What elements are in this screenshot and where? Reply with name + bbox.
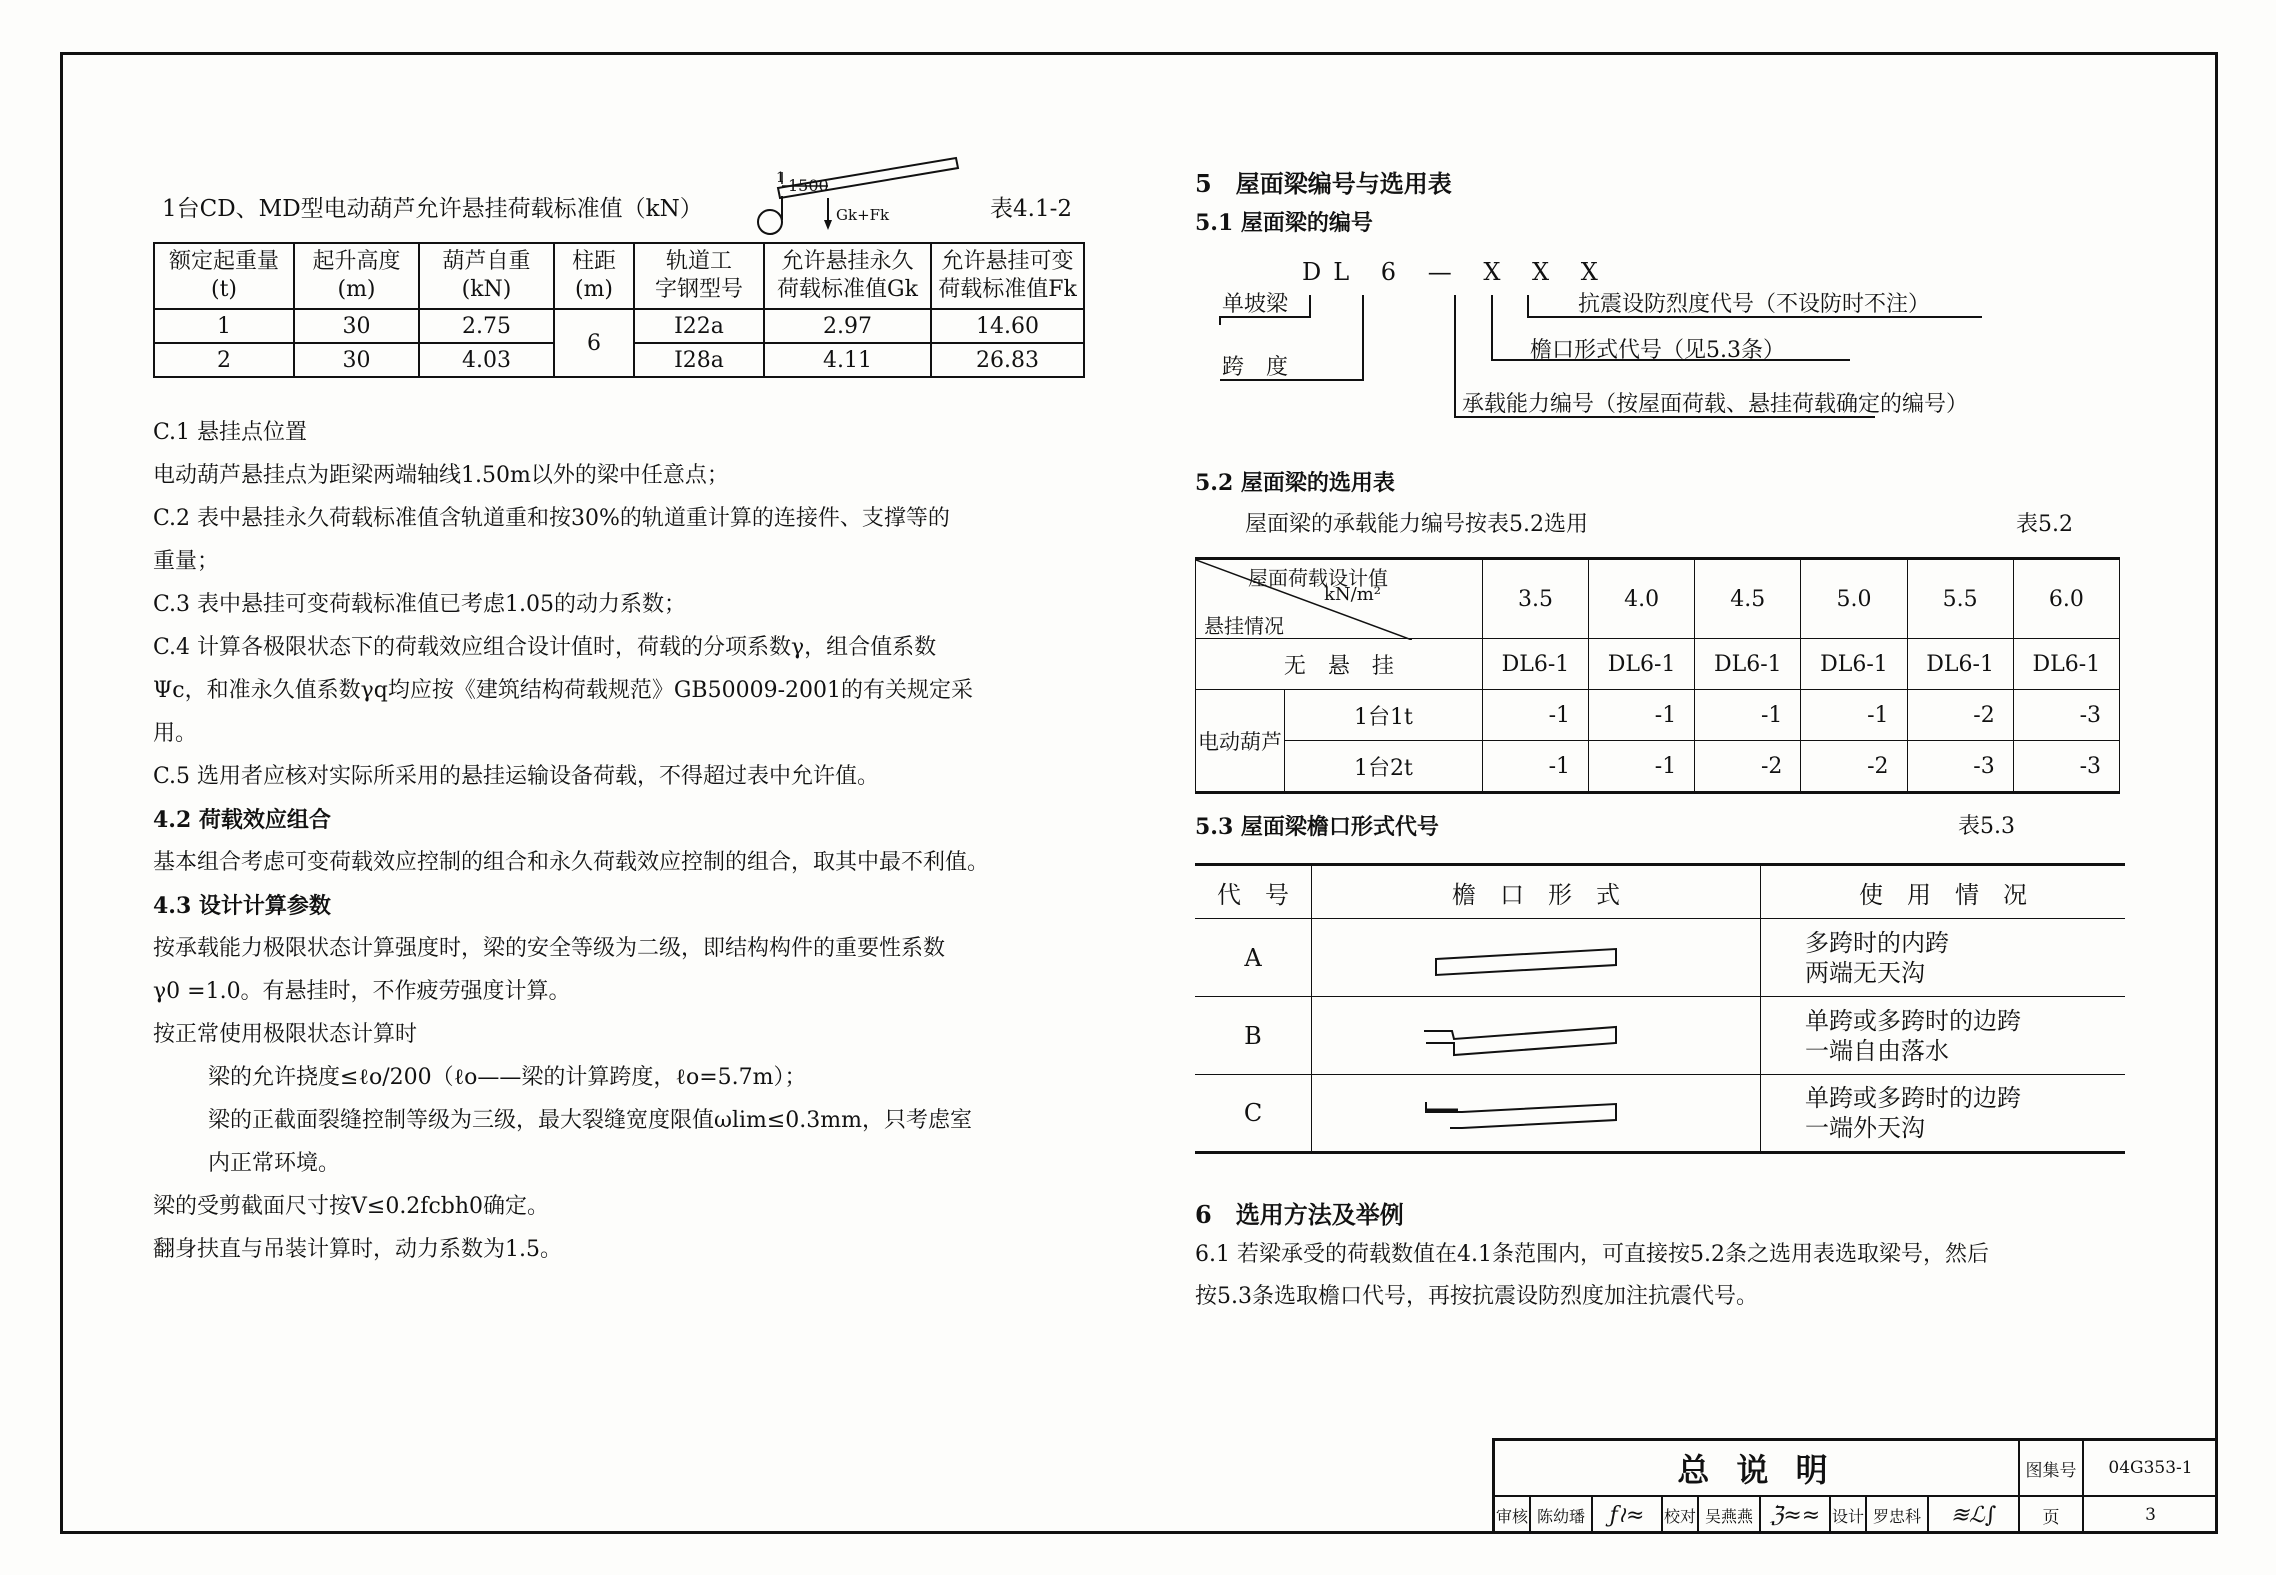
table-5-3 bbox=[1195, 863, 2125, 1154]
design-label: 设计 bbox=[1830, 1496, 1866, 1534]
cell: -3 bbox=[2013, 741, 2119, 793]
eave-code: B bbox=[1195, 997, 1312, 1075]
diag-top-label: 屋面荷载设计值 bbox=[1248, 566, 1388, 590]
usage-cell: 单跨或多跨时的边跨 一端自由落水 bbox=[1761, 997, 2126, 1075]
cell: 30 bbox=[294, 309, 419, 343]
diagonal-header bbox=[1196, 559, 1483, 639]
load-header: 5.0 bbox=[1801, 559, 1907, 639]
eave-b-icon bbox=[1312, 1003, 1760, 1063]
header-usage: 使 用 情 况 bbox=[1761, 865, 2126, 919]
beam-code: DL 6 — X X X bbox=[1302, 258, 1610, 286]
para: 按正常使用极限状态计算时 bbox=[153, 1022, 418, 1047]
cell: 14.60 bbox=[931, 309, 1084, 343]
cell: DL6-1 bbox=[1907, 639, 2013, 690]
para: 用。 bbox=[153, 721, 198, 746]
atlas-label: 图集号 bbox=[2019, 1440, 2083, 1496]
heading-4-3: 4.3 设计计算参数 bbox=[153, 893, 331, 919]
load-header: 4.0 bbox=[1589, 559, 1695, 639]
cell: DL6-1 bbox=[2013, 639, 2119, 690]
cell: 2.97 bbox=[764, 309, 931, 343]
note-seismic-code: 抗震设防烈度代号（不设防时不注） bbox=[1578, 292, 1931, 317]
atlas-number: 04G353-1 bbox=[2083, 1440, 2218, 1496]
section-6-para-2: 按5.3条选取檐口代号，再按抗震设防烈度加注抗震代号。 bbox=[1195, 1284, 1758, 1309]
eave-sketch bbox=[1312, 919, 1761, 997]
cell: 1 bbox=[154, 309, 294, 343]
cell: -1 bbox=[1482, 741, 1588, 793]
cell: -2 bbox=[1695, 741, 1801, 793]
para: 按承载能力极限状态计算强度时，梁的安全等级为二级，即结构构件的重要性系数 bbox=[153, 936, 946, 961]
para: 梁的允许挠度≤ℓo/200（ℓo——梁的计算跨度，ℓo=5.7m）； bbox=[208, 1065, 807, 1090]
cell: -1 bbox=[1801, 690, 1907, 741]
check-label: 校对 bbox=[1662, 1496, 1698, 1534]
cell-column-spacing: 6 bbox=[554, 309, 634, 377]
load-header: 4.5 bbox=[1695, 559, 1801, 639]
designer-name: 罗忠科 bbox=[1866, 1496, 1928, 1534]
section-5-heading: 5 屋面梁编号与选用表 bbox=[1195, 169, 1452, 198]
header-rail-type: 轨道工 字钢型号 bbox=[634, 243, 764, 309]
reviewer-name: 陈幼璠 bbox=[1530, 1496, 1592, 1534]
cell: -1 bbox=[1695, 690, 1801, 741]
checker-signature: ℨ≈≈ bbox=[1760, 1496, 1830, 1534]
para: 基本组合考虑可变荷载效应控制的组合和永久荷载效应控制的组合，取其中最不利值。 bbox=[153, 850, 990, 875]
table-5-2 bbox=[1195, 557, 2120, 794]
designer-signature: ≋ℒ∫ bbox=[1928, 1496, 2019, 1534]
row-label: 无 悬 挂 bbox=[1196, 639, 1483, 690]
eave-code: C bbox=[1195, 1075, 1312, 1153]
eave-sketch bbox=[1312, 1075, 1761, 1153]
page-label: 页 bbox=[2019, 1496, 2083, 1534]
label-span: 跨 度 bbox=[1222, 355, 1289, 380]
para: 梁的正截面裂缝控制等级为三级，最大裂缝宽度限值ωlim≤0.3mm，只考虑室 bbox=[208, 1108, 973, 1133]
usage-cell: 多跨时的内跨 两端无天沟 bbox=[1761, 919, 2126, 997]
table-5-3-number: 表5.3 bbox=[1958, 814, 2015, 839]
heading-4-2: 4.2 荷载效应组合 bbox=[153, 807, 331, 833]
table-row bbox=[1196, 741, 2120, 793]
para-c3: C.3 表中悬挂可变荷载标准值已考虑1.05的动力系数； bbox=[153, 592, 687, 617]
diag-unit-label: kN/m² bbox=[1324, 584, 1382, 605]
cell: -1 bbox=[1482, 690, 1588, 741]
table-row bbox=[1195, 919, 2125, 997]
table412-title: 1台CD、MD型电动葫芦允许悬挂荷载标准值（kN） bbox=[162, 196, 703, 222]
para: 电动葫芦悬挂点为距梁两端轴线1.50m以外的梁中任意点； bbox=[153, 463, 729, 488]
section-5-1-heading: 5.1 屋面梁的编号 bbox=[1195, 210, 1373, 236]
note-eave-code: 檐口形式代号（见5.3条） bbox=[1530, 338, 1785, 363]
section-5-2-heading: 5.2 屋面梁的选用表 bbox=[1195, 470, 1395, 496]
fig-load-label: Gk+Fk bbox=[836, 206, 890, 224]
note-capacity-code: 承载能力编号（按屋面荷载、悬挂荷载确定的编号） bbox=[1462, 392, 1969, 417]
title-block bbox=[1492, 1438, 2218, 1534]
table-row bbox=[1195, 997, 2125, 1075]
header-capacity: 额定起重量 (t) bbox=[154, 243, 294, 309]
header-eave-form: 檐 口 形 式 bbox=[1312, 865, 1761, 919]
table-row bbox=[1196, 690, 2120, 741]
table-row bbox=[154, 309, 1084, 343]
page-number: 3 bbox=[2083, 1496, 2218, 1534]
eave-code: A bbox=[1195, 919, 1312, 997]
header-column-spacing: 柱距 (m) bbox=[554, 243, 634, 309]
load-header: 5.5 bbox=[1907, 559, 2013, 639]
usage-cell: 单跨或多跨时的边跨 一端外天沟 bbox=[1761, 1075, 2126, 1153]
checker-name: 吴燕燕 bbox=[1698, 1496, 1760, 1534]
cell: DL6-1 bbox=[1589, 639, 1695, 690]
cell: -2 bbox=[1907, 690, 2013, 741]
cell: DL6-1 bbox=[1801, 639, 1907, 690]
table-row bbox=[1195, 1075, 2125, 1153]
load-header: 6.0 bbox=[2013, 559, 2119, 639]
hoist-figure bbox=[756, 150, 976, 240]
label-single-slope: 单坡梁 bbox=[1222, 292, 1289, 317]
cell: I22a bbox=[634, 309, 764, 343]
load-header: 3.5 bbox=[1482, 559, 1588, 639]
table-row bbox=[1196, 639, 2120, 690]
para: Ψc，和准永久值系数γq均应按《建筑结构荷载规范》GB50009-2001的有关规定采 bbox=[153, 678, 973, 703]
cell: -1 bbox=[1589, 741, 1695, 793]
cell: -3 bbox=[1907, 741, 2013, 793]
para: 翻身扶直与吊装计算时，动力系数为1.5。 bbox=[153, 1237, 562, 1262]
cell: 2.75 bbox=[419, 309, 554, 343]
drawing-title: 总 说 明 bbox=[1494, 1440, 2019, 1496]
cell: 30 bbox=[294, 343, 419, 377]
fig-mark: 1 bbox=[776, 170, 785, 186]
para-c1: C.1 悬挂点位置 bbox=[153, 420, 308, 445]
eave-a-icon bbox=[1312, 925, 1760, 985]
para-c4: C.4 计算各极限状态下的荷载效应组合设计值时，荷载的分项系数γ，组合值系数 bbox=[153, 635, 937, 660]
para: 内正常环境。 bbox=[208, 1151, 341, 1176]
section-5-3-heading: 5.3 屋面梁檐口形式代号 bbox=[1195, 814, 1439, 840]
cell: -1 bbox=[1589, 690, 1695, 741]
eave-c-icon bbox=[1312, 1080, 1760, 1140]
cell: 4.11 bbox=[764, 343, 931, 377]
header-variable-load: 允许悬挂可变 荷载标准值Fk bbox=[931, 243, 1084, 309]
header-permanent-load: 允许悬挂永久 荷载标准值Gk bbox=[764, 243, 931, 309]
header-lift-height: 起升高度 (m) bbox=[294, 243, 419, 309]
eave-sketch bbox=[1312, 997, 1761, 1075]
para-c2: C.2 表中悬挂永久荷载标准值含轨道重和按30%的轨道重计算的连接件、支撑等的 bbox=[153, 506, 950, 531]
cell: DL6-1 bbox=[1695, 639, 1801, 690]
cell: I28a bbox=[634, 343, 764, 377]
table412-number: 表4.1-2 bbox=[990, 196, 1072, 222]
para: 重量； bbox=[153, 549, 220, 574]
table-5-2-number: 表5.2 bbox=[2016, 512, 2073, 537]
reviewer-signature: ƒ≀≈ bbox=[1592, 1496, 1662, 1534]
para-c5: C.5 选用者应核对实际所采用的悬挂运输设备荷载，不得超过表中允许值。 bbox=[153, 764, 880, 789]
para: 梁的受剪截面尺寸按V≤0.2fcbh0确定。 bbox=[153, 1194, 550, 1219]
header-hoist-weight: 葫芦自重 (kN) bbox=[419, 243, 554, 309]
fig-dim-1500: 1500 bbox=[788, 176, 829, 195]
section-6-heading: 6 选用方法及举例 bbox=[1195, 1200, 1404, 1229]
row-label: 1台1t bbox=[1285, 690, 1483, 741]
section-5-2-note: 屋面梁的承载能力编号按表5.2选用 bbox=[1245, 512, 1588, 537]
row-group-label: 电动葫芦 bbox=[1196, 690, 1285, 793]
cell: -2 bbox=[1801, 741, 1907, 793]
cell: -3 bbox=[2013, 690, 2119, 741]
cell: DL6-1 bbox=[1482, 639, 1588, 690]
cell: 2 bbox=[154, 343, 294, 377]
table-4-1-2 bbox=[153, 242, 1085, 378]
section-6-para-1: 6.1 若梁承受的荷载数值在4.1条范围内，可直接按5.2条之选用表选取梁号，然后 bbox=[1195, 1242, 1989, 1267]
header-code: 代 号 bbox=[1195, 865, 1312, 919]
row-label: 1台2t bbox=[1285, 741, 1483, 793]
cell: 4.03 bbox=[419, 343, 554, 377]
review-label: 审核 bbox=[1494, 1496, 1530, 1534]
para: γ0 =1.0。有悬挂时，不作疲劳强度计算。 bbox=[153, 979, 571, 1004]
cell: 26.83 bbox=[931, 343, 1084, 377]
diag-bottom-label: 悬挂情况 bbox=[1204, 614, 1284, 638]
